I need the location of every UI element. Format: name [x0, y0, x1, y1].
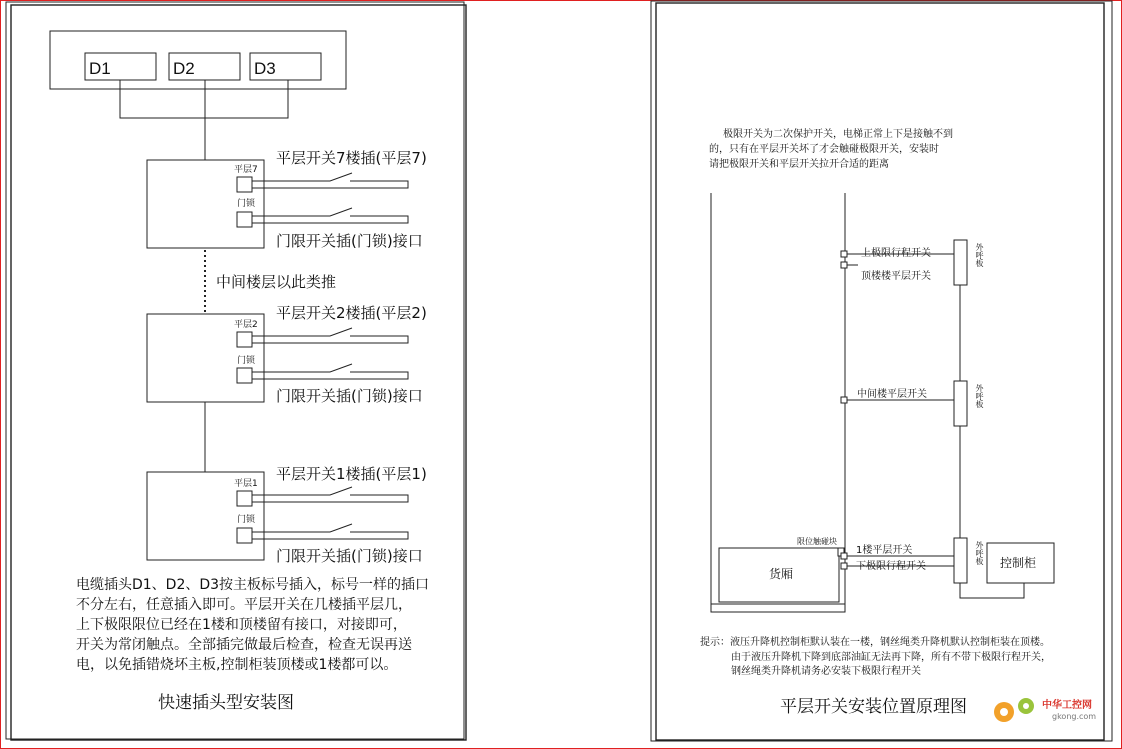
floor1-lock-port — [237, 528, 252, 543]
floor1-level-port — [237, 491, 252, 506]
upper-limit-label: 上极限行程开关 — [861, 248, 931, 259]
floor2-lock-port — [237, 368, 252, 383]
floor2-level-port — [237, 332, 252, 347]
description-line-1: 电缆插头D1、D2、D3按主板标号插入，标号一样的插口 — [76, 577, 430, 593]
floor2-door-caption: 门限开关插(门锁)接口 — [276, 387, 423, 405]
top-note-line-2: 的，只有在平层开关坏了才会触碰极限开关，安装时 — [709, 144, 939, 155]
floor2-lock-switch — [252, 364, 408, 379]
description-line-3: 上下极限限位已经在1楼和顶楼留有接口，对接即可， — [76, 617, 407, 633]
top-floor-label: 顶楼楼平层开关 — [861, 271, 931, 282]
floor1-port-label: 平层1 — [234, 479, 258, 489]
right-page-border — [656, 3, 1104, 740]
call-panel-bottom-text: 外呼板 — [960, 541, 984, 550]
floor1-level-switch — [252, 487, 408, 502]
touch-block-label: 限位触碰块 — [797, 537, 837, 546]
tip-line-3: 钢丝绳类升降机请务必安装下极限行程开关 — [731, 666, 921, 677]
cargo-car-label: 货厢 — [769, 567, 794, 581]
floor7-level-switch — [252, 173, 408, 188]
right-page — [651, 1, 1112, 741]
control-cabinet-label: 控制柜 — [1000, 556, 1037, 570]
connector-d2-label: D2 — [173, 59, 195, 78]
watermark-site: gkong.com — [1052, 712, 1097, 721]
watermark — [994, 698, 1096, 722]
floor7-door-caption: 门限开关插(门锁)接口 — [276, 232, 423, 250]
call-panel-top-text: 外呼板 — [960, 243, 984, 252]
lower-limit-label: 下极限行程开关 — [856, 561, 926, 572]
floor7-lock-switch — [252, 208, 408, 223]
floor7-port-label: 平层7 — [234, 165, 258, 175]
connector-wiring — [120, 80, 288, 160]
middle-floor-label: 中间楼平层开关 — [857, 389, 927, 400]
top-note-line-1: 极限开关为二次保护开关，电梯正常上下是接触不到 — [723, 129, 953, 140]
top-note-line-3: 请把极限开关和平层开关拉开合适的距离 — [709, 159, 889, 170]
description-line-4: 开关为常闭触点。全部插完做最后检查，检查无误再送 — [76, 637, 412, 653]
description-line-5: 电，以免插错烧坏主板,控制柜装顶楼或1楼都可以。 — [76, 657, 398, 673]
floor7-lock-label: 门锁 — [237, 199, 256, 209]
right-diagram-title: 平层开关安装位置原理图 — [780, 697, 967, 717]
tip-line-1: 提示：液压升降机控制柜默认装在一楼，钢丝绳类升降机默认控制柜装在顶楼。 — [700, 637, 1050, 648]
floor1-door-caption: 门限开关插(门锁)接口 — [276, 547, 423, 565]
top-floor-switch — [841, 262, 858, 268]
left-page — [6, 2, 466, 740]
floor7-switch-caption: 平层开关7楼插(平层7) — [276, 149, 427, 167]
floor2-lock-label: 门锁 — [237, 356, 256, 366]
floor7-lock-port — [237, 212, 252, 227]
first-floor-label: 1楼平层开关 — [856, 545, 913, 556]
floor2-level-switch — [252, 328, 408, 343]
floor1-switch-caption: 平层开关1楼插(平层1) — [276, 465, 427, 483]
floor7-level-port — [237, 177, 252, 192]
floor2-port-label: 平层2 — [234, 320, 258, 330]
floor1-lock-switch — [252, 524, 408, 539]
connector-d3-label: D3 — [254, 59, 276, 78]
middle-floors-note: 中间楼层以此类推 — [216, 273, 337, 291]
floor2-switch-caption: 平层开关2楼插(平层2) — [276, 304, 427, 322]
floor1-lock-label: 门锁 — [237, 515, 256, 525]
tip-line-2: 由于液压升降机下降到底部油缸无法再下降，所有不带下极限行程开关， — [731, 652, 1051, 663]
call-panel-middle-text: 外呼板 — [960, 384, 984, 393]
right-page-shadow — [651, 1, 1112, 741]
description-line-2: 不分左右，任意插入即可。平层开关在几楼插平层几， — [76, 597, 412, 613]
left-diagram-title: 快速插头型安装图 — [158, 693, 294, 713]
watermark-brand: 中华工控网 — [1042, 700, 1092, 711]
connector-d1-label: D1 — [89, 59, 111, 78]
